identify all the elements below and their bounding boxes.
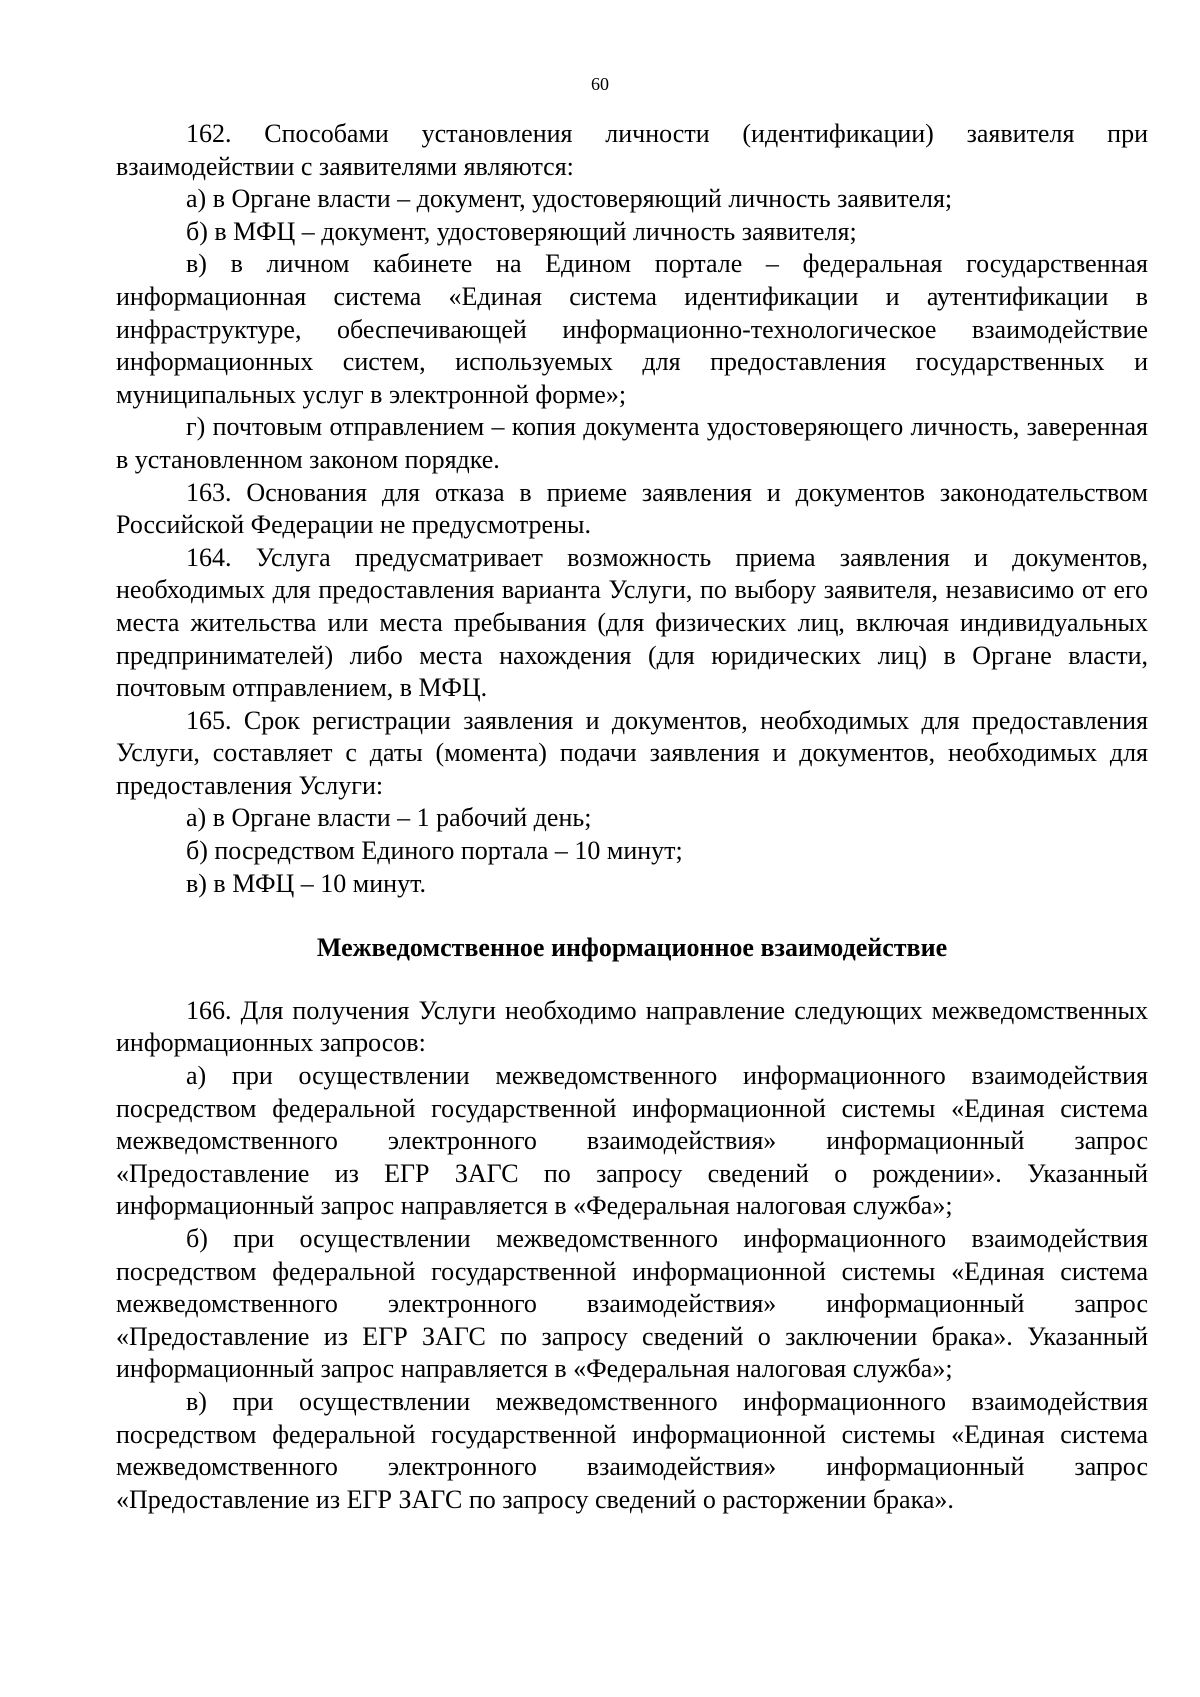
paragraph-165-a: а) в Органе власти – 1 рабочий день;: [186, 803, 592, 833]
paragraph-162: 162. Способами установления личности (идентификации) заявителя при взаимодействии с заявителями являются:: [116, 119, 1148, 181]
paragraph-164: 164. Услуга предусматривает возможность приема заявления и документов, необходимых для предоставления варианта Услуги, по выбору заявителя, независимо от его места жительства или места пребывания (для физических лиц, включая индивидуальных предпринимателей) либо места нахождения (для юридических лиц) в Органе власти, почтовым отправлением, в МФЦ.: [116, 542, 1148, 703]
paragraph-166-a: а) при осуществлении межведомственного информационного взаимодействия посредством федеральной государственной информационной системы «Единая система межведомственного электронного взаимодействия» информационный запрос «Предоставление из ЕГР ЗАГС по запросу сведений о рождении». Указанный информационный запрос направляется в «Федеральная налоговая служба»;: [116, 1061, 1148, 1221]
paragraph-162-a: а) в Органе власти – документ, удостоверяющий личность заявителя;: [186, 184, 953, 214]
paragraph-163: 163. Основания для отказа в приеме заявления и документов законодательством Российской Федерации не предусмотрены.: [116, 477, 1148, 540]
paragraph-162-b: б) в МФЦ – документ, удостоверяющий личность заявителя;: [186, 216, 857, 246]
paragraph-165-v: в) в МФЦ – 10 минут.: [186, 868, 426, 898]
paragraph-165-b: б) посредством Единого портала – 10 минут;: [186, 836, 683, 866]
paragraph-166-b: б) при осуществлении межведомственного информационного взаимодействия посредством федеральной государственной информационной системы «Единая система межведомственного электронного взаимодействия» информационный запрос «Предоставление из ЕГР ЗАГС по запросу сведений о заключении брака». Указанный информационный запрос направляется в «Федеральная налоговая служба»;: [116, 1224, 1148, 1384]
paragraph-162-g: г) почтовым отправлением – копия документа удостоверяющего личность, заверенная в установленном законом порядке.: [116, 412, 1148, 474]
paragraph-166: 166. Для получения Услуги необходимо направление следующих межведомственных информационных запросов:: [116, 995, 1148, 1058]
section-heading: Межведомственное информационное взаимодействие: [316, 933, 948, 963]
paragraph-165: 165. Срок регистрации заявления и документов, необходимых для предоставления Услуги, составляет с даты (момента) подачи заявления и документов, необходимых для предоставления Услуги:: [116, 705, 1148, 800]
document-body: [116, 118, 1148, 1516]
page-number: 60: [591, 74, 609, 94]
paragraph-162-v: в) в личном кабинете на Едином портале – федеральная государственная информационная система «Единая система идентификации и аутентификации в инфраструктуре, обеспечивающей информационно-технологическое взаимодействие информационных систем, используемых для предоставления государственных и муниципальных услуг в электронной форме»;: [116, 249, 1148, 409]
paragraph-166-v: в) при осуществлении межведомственного информационного взаимодействия посредством федеральной государственной информационной системы «Единая система межведомственного электронного взаимодействия» информационный запрос «Предоставление из ЕГР ЗАГС по запросу сведений о расторжении брака».: [116, 1386, 1148, 1514]
